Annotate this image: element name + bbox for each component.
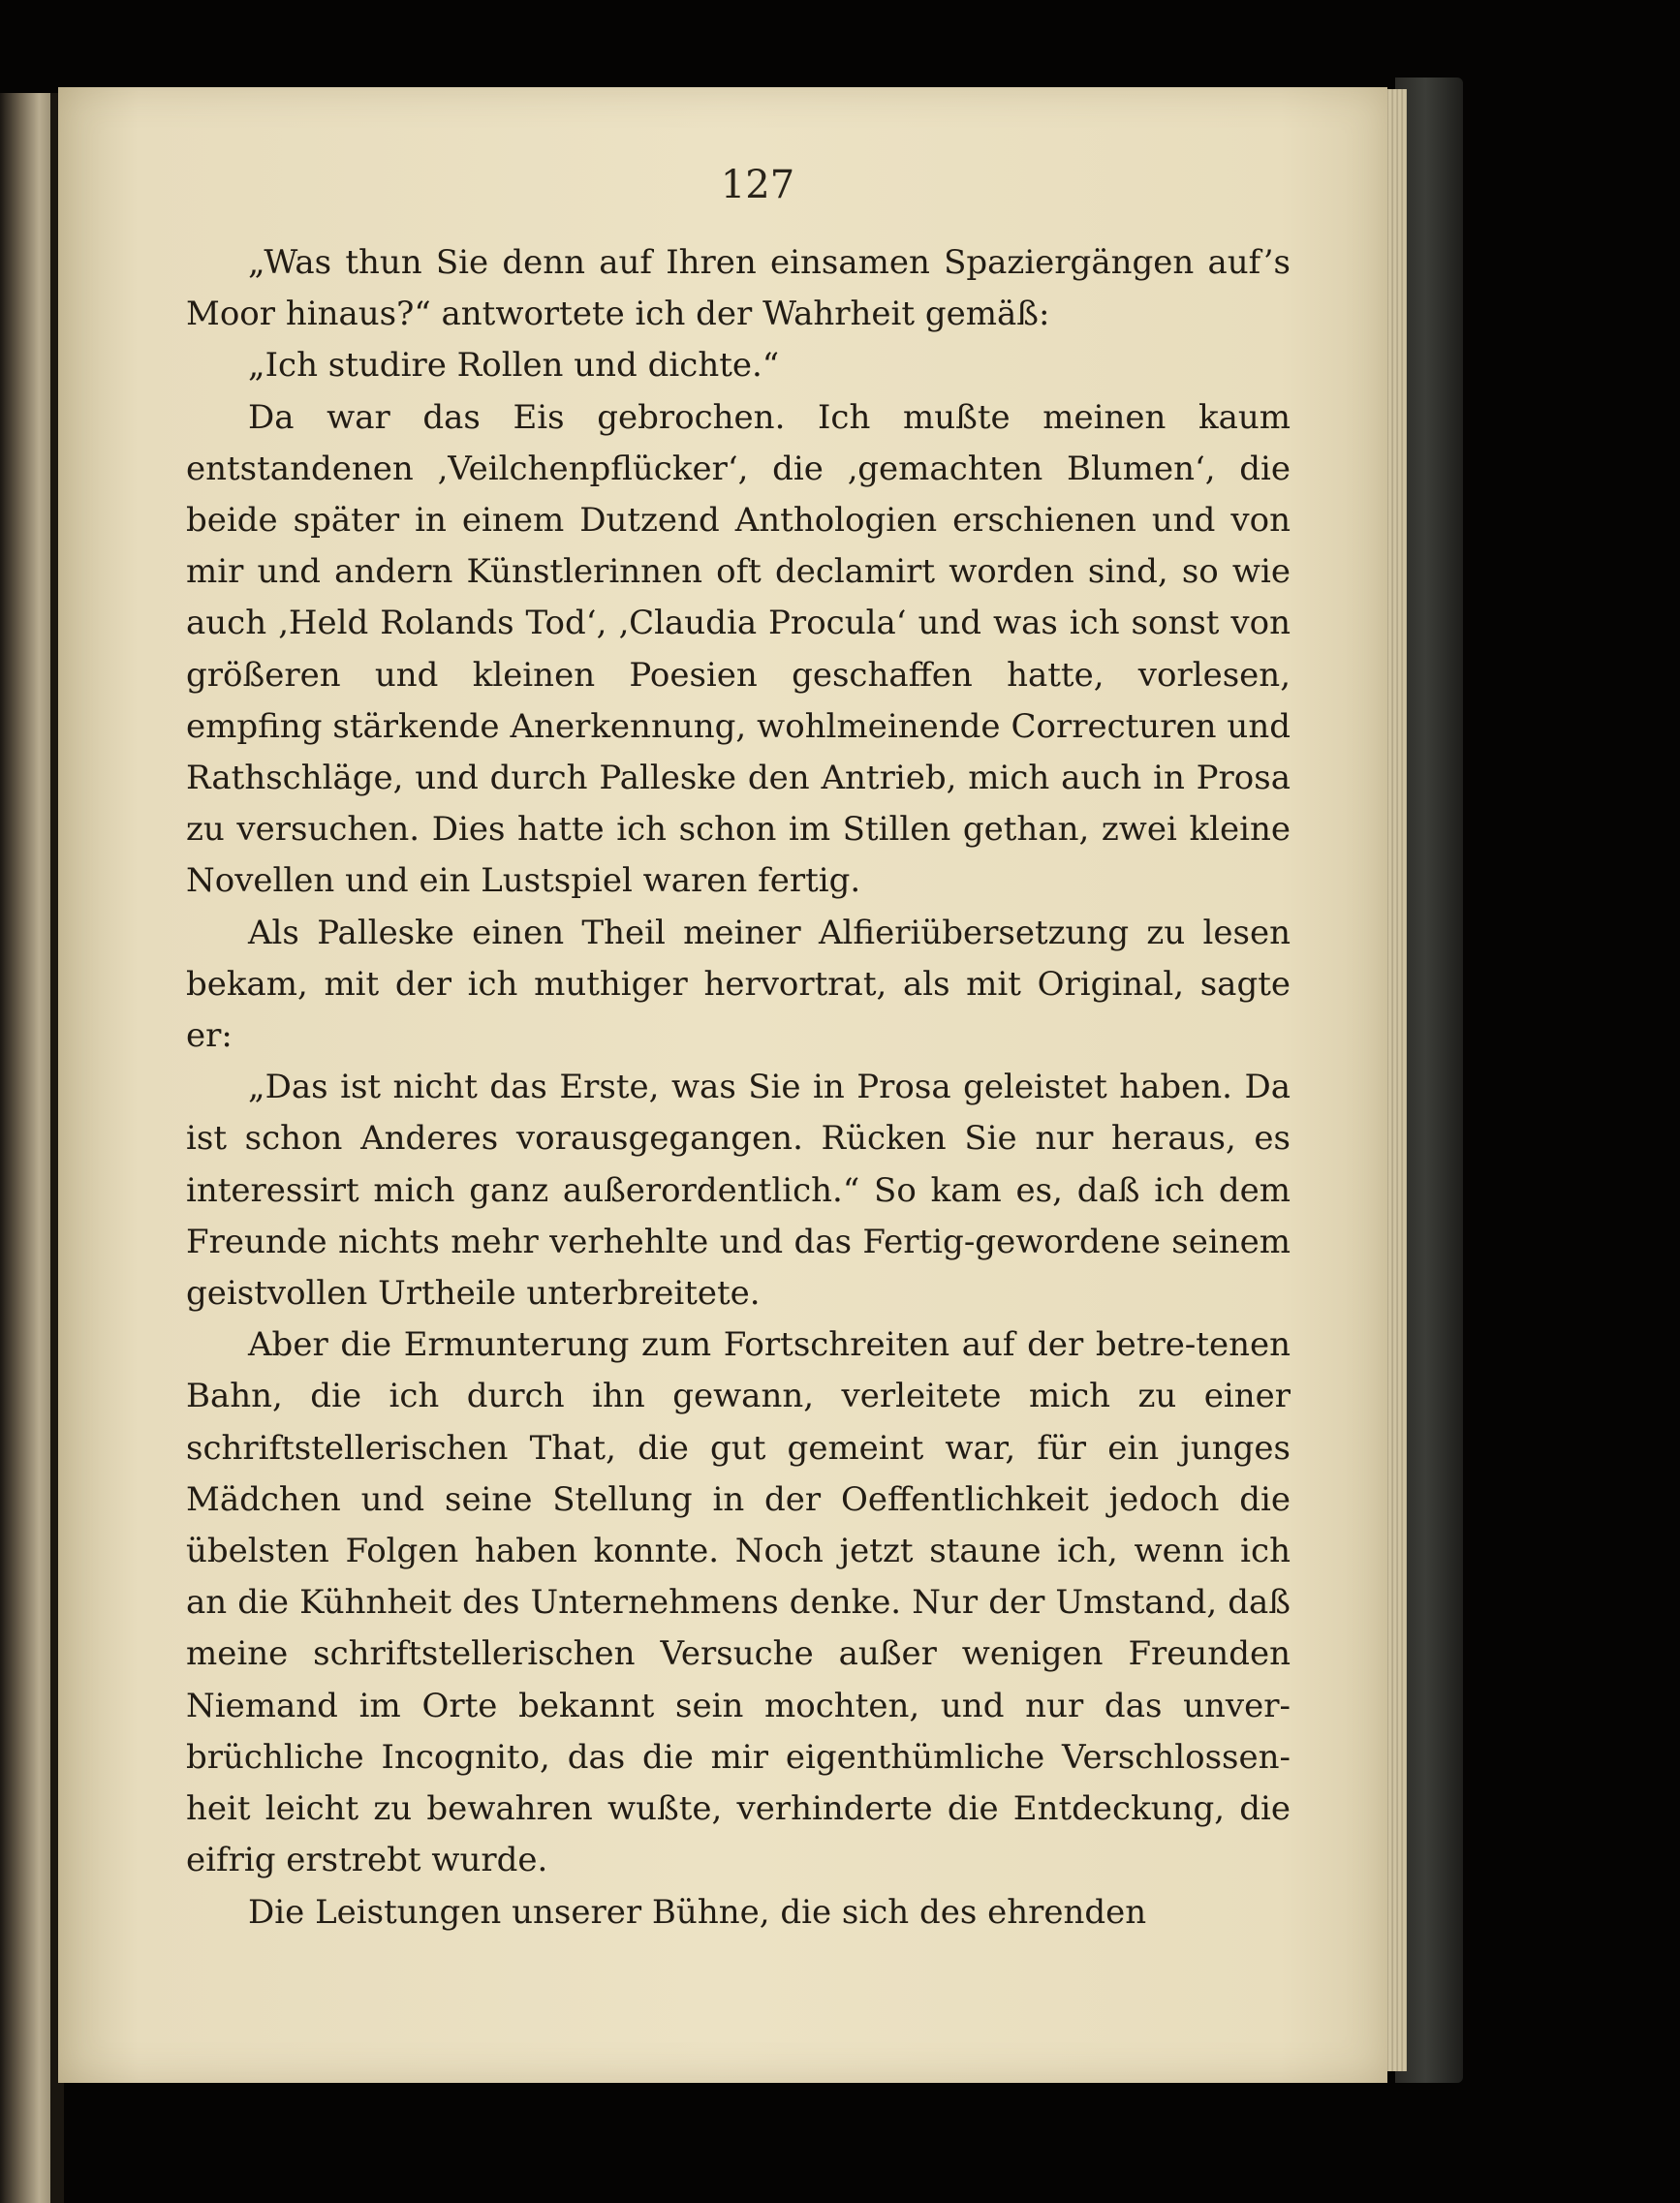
book-page — [58, 87, 1387, 2083]
paragraph: Die Leistungen unserer Bühne, die sich des ehrenden — [248, 1892, 1147, 1932]
paragraph: Da war das Eis gebrochen. Ich mußte meinen kaum entstandenen ‚Veilchenpflücker‘, die ‚gemachten Blumen‘, die beide später in einem Dutzend Anthologien erschienen und von mir und andern Künstlerinnen oft declamirt worden sind, so wie auch ‚Held Rolands Tod‘, ‚Claudia Procula‘ und was ich sonst von größeren und kleinen Poesien geschaffen hatte, vorlesen, empfing stärkende Anerkennung, wohlmeinende Correcturen und Rathschläge, und durch Palleske den Antrieb, mich auch in Prosa zu versuchen. Dies hatte ich schon im Stillen gethan, zwei kleine Novellen und ein Lustspiel waren fertig. — [186, 397, 1291, 901]
page-number: 127 — [720, 163, 795, 207]
paragraph: Als Palleske einen Theil meiner Alfieriübersetzung zu lesen bekam, mit der ich muthiger hervortrat, als mit Original, sagte er: — [186, 913, 1291, 1056]
paragraph: „Ich studire Rollen und dichte.“ — [248, 346, 780, 386]
paragraph: „Das ist nicht das Erste, was Sie in Prosa geleistet haben. Da ist schon Anderes vorausgegangen. Rücken Sie nur heraus, es interessirt mich ganz außerordentlich.“ So kam es, daß ich dem Freunde nichts mehr verhehlte und das Fertig-gewordene seinem geistvollen Urtheile unterbreitete. — [186, 1068, 1291, 1314]
previous-page-edge — [0, 93, 56, 2203]
paragraph: „Was thun Sie denn auf Ihren einsamen Spaziergängen auf’s Moor hinaus?“ antwortete ich der Wahrheit gemäß: — [186, 243, 1291, 334]
paragraph: Aber die Ermunterung zum Fortschreiten auf der betre-tenen Bahn, die ich durch ihn gewann, verleitete mich zu einer schriftstellerischen That, die gut gemeint war, für ein junges Mädchen und seine Stellung in der Oeffentlichkeit jedoch die übelsten Folgen haben konnte. Noch jetzt staune ich, wenn ich an die Kühnheit des Unternehmens denke. Nur der Umstand, daß meine schriftstellerischen Versuche außer wenigen Freunden Niemand im Orte bekannt sein mochten, und nur das unver-brüchliche Incognito, das die mir eigenthümliche Verschlossen-heit leicht zu bewahren wußte, verhinderte die Entdeckung, die eifrig erstrebt wurde. — [186, 1325, 1291, 1880]
body-text — [186, 237, 1291, 1939]
